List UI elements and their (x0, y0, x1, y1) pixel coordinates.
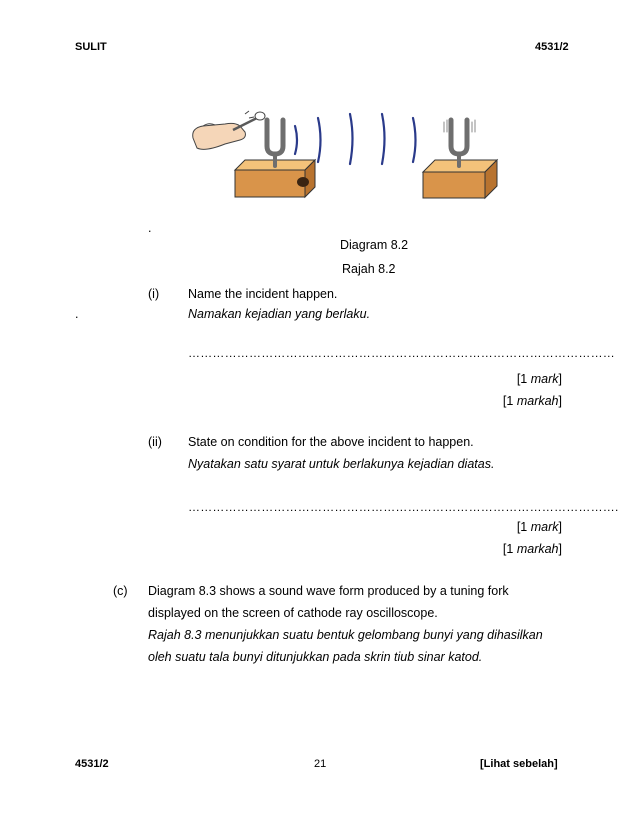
left-tuning-fork (267, 120, 283, 166)
question-ii-text-en: State on condition for the above incident to happen. (188, 435, 474, 449)
question-i-mark-ms: [1 markah] (502, 394, 562, 408)
question-i-number: (i) (148, 287, 160, 301)
figure-caption-ms: Rajah 8.2 (342, 262, 396, 276)
right-tuning-fork (444, 120, 475, 166)
tuning-fork-resonance-figure (185, 108, 510, 221)
question-ii-mark-ms: [1 markah] (502, 542, 562, 556)
footer-left: 4531/2 (75, 758, 109, 770)
question-c-line1-en: Diagram 8.3 shows a sound wave form produced by a tuning fork (148, 584, 509, 598)
question-c-line2-ms: oleh suatu tala bunyi ditunjukkan pada skrin tiub sinar katod. (148, 650, 483, 664)
page-number: 21 (314, 758, 327, 770)
question-c-number: (c) (113, 584, 128, 598)
question-i-text-ms: Namakan kejadian yang berlaku. (188, 307, 371, 321)
question-ii-number: (ii) (148, 435, 162, 449)
question-ii-answer-line: ……………………………………………………………………………………………. (188, 500, 619, 514)
question-c-line2-en: displayed on the screen of cathode ray oscilloscope. (148, 606, 438, 620)
figure-caption-en: Diagram 8.2 (340, 238, 409, 252)
hand-striking-icon (193, 111, 265, 149)
question-i-mark-en: [1 mark] (516, 372, 562, 386)
header-left: SULIT (75, 41, 107, 53)
question-ii-text-ms: Nyatakan satu syarat untuk berlakunya kejadian diatas. (188, 457, 495, 471)
stray-mark: . (148, 221, 152, 235)
question-i-answer-line: …………………………………………………………………………………………… (188, 346, 615, 360)
footer-right: [Lihat sebelah] (480, 758, 558, 770)
header-right: 4531/2 (535, 41, 569, 53)
question-c-line1-ms: Rajah 8.3 menunjukkan suatu bentuk gelombang bunyi yang dihasilkan (148, 628, 543, 642)
margin-mark: . (75, 307, 79, 321)
question-i-text-en: Name the incident happen. (188, 287, 338, 301)
sound-wave-arcs (295, 114, 416, 164)
question-ii-mark-en: [1 mark] (516, 520, 562, 534)
